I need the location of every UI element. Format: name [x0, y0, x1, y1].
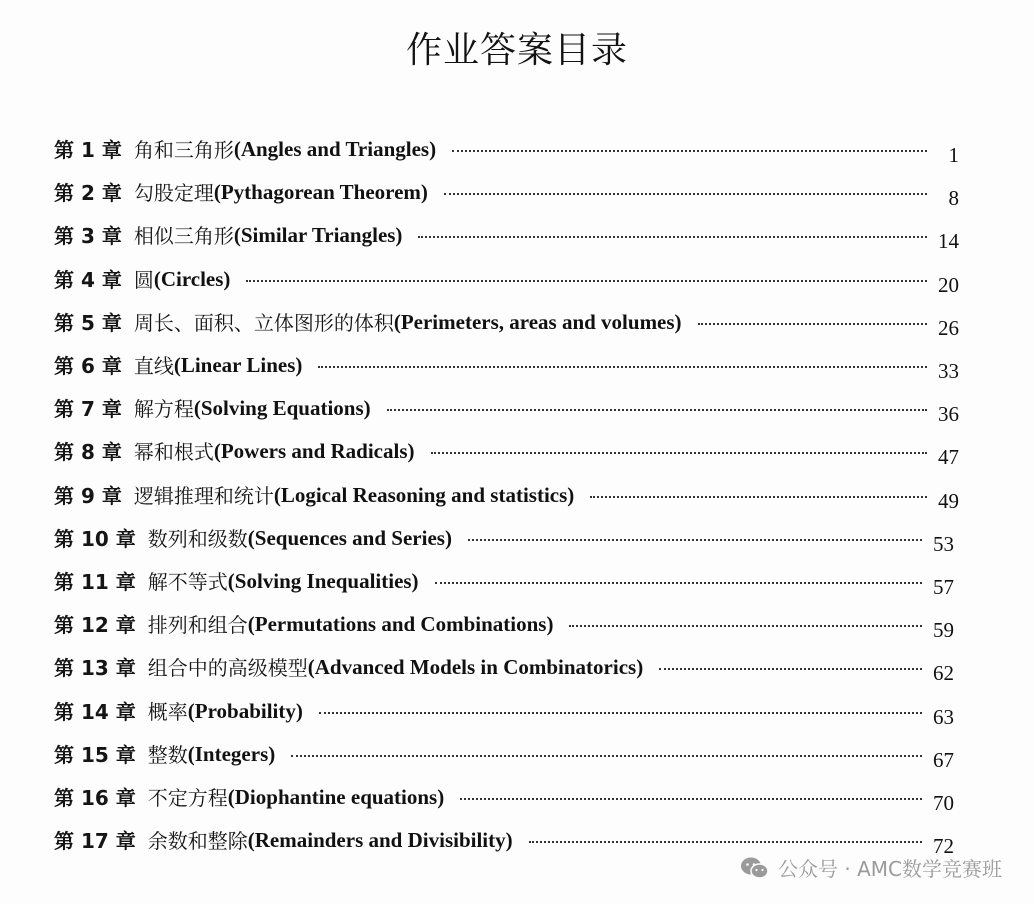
toc-entry — [54, 515, 954, 556]
dot-leader — [431, 452, 927, 454]
chapter-english-name: (Logical Reasoning and statistics) — [273, 482, 575, 507]
chapter-english-name: (Linear Lines) — [173, 353, 303, 377]
dot-leader — [468, 539, 922, 541]
toc-entry — [54, 256, 959, 297]
dot-leader — [529, 841, 922, 843]
wechat-icon — [740, 856, 770, 880]
page-number: 20 — [938, 272, 959, 297]
chapter-english-name: (Powers and Radicals) — [213, 439, 415, 464]
page-number: 53 — [933, 531, 954, 556]
chapter-number: 第 12 章 — [54, 613, 136, 638]
chapter-number: 第 7 章 — [54, 397, 122, 422]
chapter-name: 直线 — [133, 354, 174, 378]
dot-leader — [246, 280, 927, 282]
dot-leader — [569, 625, 922, 627]
chapter-english-name: (Angles and Triangles) — [233, 137, 437, 161]
chapter-english-name: (Remainders and Divisibility) — [247, 828, 513, 853]
toc-entry — [54, 428, 959, 470]
chapter-english-name: (Circles) — [153, 266, 231, 291]
chapter-number: 第 2 章 — [54, 181, 122, 206]
page-number: 49 — [938, 488, 959, 513]
dot-leader — [291, 755, 922, 757]
toc-entry — [54, 212, 959, 254]
page-number: 36 — [938, 402, 959, 427]
chapter-number: 第 13 章 — [54, 656, 136, 681]
chapter-number: 第 1 章 — [54, 138, 122, 162]
chapter-number: 第 3 章 — [54, 224, 122, 249]
page-number: 59 — [933, 618, 954, 643]
page-number: 57 — [933, 575, 954, 599]
page-number: 26 — [938, 315, 959, 340]
chapter-english-name: (Permutations and Combinations) — [247, 612, 554, 637]
toc-entry — [54, 731, 954, 772]
dot-leader — [435, 582, 922, 584]
chapter-number: 第 15 章 — [54, 742, 136, 767]
toc-entry — [54, 385, 959, 427]
page-number: 62 — [933, 661, 954, 686]
chapter-name: 勾股定理 — [133, 181, 214, 206]
chapter-number: 第 16 章 — [54, 786, 136, 810]
chapter-name: 数列和级数 — [147, 526, 248, 551]
toc-entry — [54, 688, 954, 729]
chapter-name: 周长、面积、立体图形的体积 — [133, 310, 394, 335]
chapter-english-name: (Integers) — [187, 741, 276, 766]
chapter-name: 组合中的高级模型 — [147, 656, 308, 681]
chapter-english-name: (Pythagorean Theorem) — [213, 180, 428, 205]
page-number: 8 — [948, 186, 959, 211]
chapter-name: 相似三角形 — [133, 224, 234, 249]
toc-entry — [54, 299, 959, 340]
toc-entry — [54, 342, 959, 383]
chapter-number: 第 8 章 — [54, 440, 122, 465]
chapter-name: 解不等式 — [147, 570, 228, 594]
toc-entry — [54, 169, 959, 211]
dot-leader — [659, 668, 922, 670]
chapter-name: 概率 — [147, 699, 188, 724]
chapter-number: 第 6 章 — [54, 354, 122, 378]
chapter-name: 角和三角形 — [133, 138, 234, 162]
chapter-english-name: (Sequences and Series) — [247, 525, 452, 550]
chapter-english-name: (Probability) — [187, 698, 303, 723]
chapter-english-name: (Solving Inequalities) — [227, 569, 419, 593]
chapter-number: 第 11 章 — [54, 570, 136, 594]
dot-leader — [698, 323, 927, 325]
toc-entry — [54, 558, 954, 599]
toc-entry — [54, 774, 954, 815]
chapter-english-name: (Solving Equations) — [193, 396, 371, 421]
chapter-name: 幂和根式 — [133, 440, 214, 465]
dot-leader — [444, 193, 927, 195]
toc-entry — [54, 601, 954, 643]
chapter-name: 解方程 — [133, 397, 194, 422]
chapter-number: 第 14 章 — [54, 699, 136, 724]
page-number: 63 — [933, 704, 954, 729]
page-number: 70 — [933, 791, 954, 815]
chapter-name: 排列和组合 — [147, 613, 248, 638]
chapter-name: 余数和整除 — [147, 829, 248, 854]
page-number: 67 — [933, 747, 954, 772]
chapter-name: 逻辑推理和统计 — [133, 483, 274, 508]
watermark — [740, 853, 1002, 882]
dot-leader — [387, 409, 927, 411]
chapter-number: 第 17 章 — [54, 829, 136, 854]
toc-entry — [54, 126, 959, 167]
chapter-number: 第 5 章 — [54, 310, 122, 335]
page-number: 72 — [933, 834, 954, 859]
dot-leader — [318, 366, 927, 368]
watermark-text: 公众号 · AMC数学竞赛班 — [778, 857, 1002, 881]
page-number: 33 — [938, 359, 959, 383]
chapter-name: 整数 — [147, 742, 188, 767]
toc-entry — [54, 472, 959, 513]
page-number: 47 — [938, 445, 959, 470]
page-number: 1 — [948, 143, 959, 167]
chapter-number: 第 10 章 — [54, 526, 136, 551]
toc-entry — [54, 817, 954, 859]
chapter-english-name: (Diophantine equations) — [227, 785, 445, 809]
page-number: 14 — [938, 229, 959, 254]
toc-entry — [54, 644, 954, 686]
chapter-english-name: (Advanced Models in Combinatorics) — [307, 655, 644, 680]
page-title: 作业答案目录 — [405, 30, 628, 71]
dot-leader — [590, 496, 927, 498]
dot-leader — [418, 236, 927, 238]
dot-leader — [452, 150, 927, 152]
dot-leader — [319, 712, 922, 714]
chapter-english-name: (Perimeters, areas and volumes) — [393, 309, 682, 334]
chapter-name: 不定方程 — [147, 786, 228, 810]
chapter-english-name: (Similar Triangles) — [233, 223, 403, 248]
dot-leader — [460, 798, 922, 800]
chapter-number: 第 4 章 — [54, 267, 122, 292]
chapter-name: 圆 — [133, 267, 154, 292]
chapter-number: 第 9 章 — [54, 483, 122, 508]
